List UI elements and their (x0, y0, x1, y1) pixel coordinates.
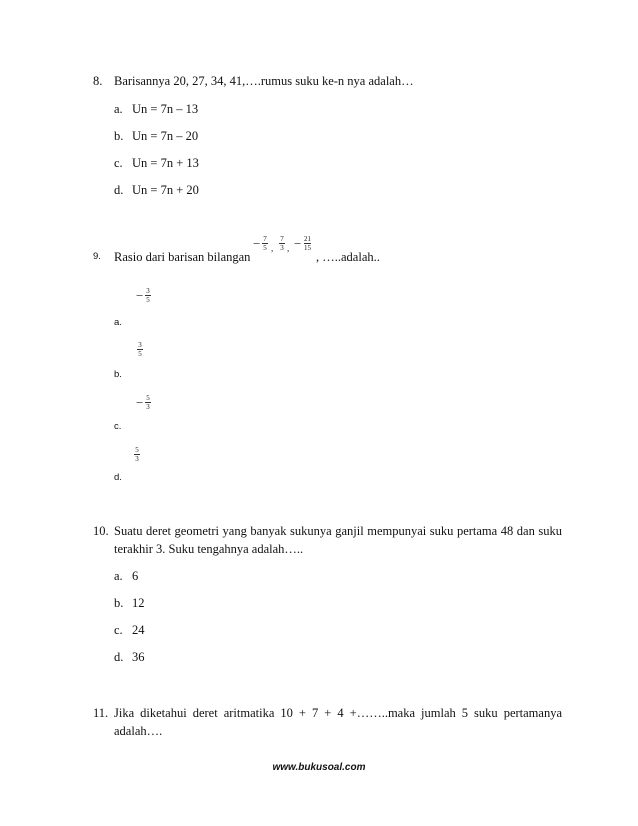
seq-3-numerator: 21 (304, 235, 311, 243)
q9-option-d-fraction (134, 446, 140, 463)
q9-option-d-denominator: 3 (135, 455, 139, 463)
q8-option-b-letter: b. (114, 129, 124, 143)
question-11-number: 11. (93, 706, 109, 720)
seq-1-fraction (262, 235, 268, 252)
q9-option-d-letter: d. (114, 472, 122, 483)
seq-1-denominator: 5 (263, 244, 267, 252)
q10-option-b-letter: b. (114, 596, 124, 610)
question-9-text: Rasio dari barisan bilangan (114, 250, 251, 264)
seq-3-fraction (304, 235, 311, 252)
q8-option-d-text: Un = 7n + 20 (132, 183, 199, 197)
seq-2-numerator: 7 (280, 235, 284, 243)
q9-option-c-sign: − (136, 395, 144, 410)
q9-option-b-denominator: 5 (138, 350, 142, 358)
seq-2-fraction (279, 235, 285, 252)
seq-3-sign: − (294, 236, 302, 251)
q9-option-a-numerator: 3 (146, 287, 150, 295)
question-10-line-2: terakhir 3. Suku tengahnya adalah….. (114, 542, 304, 556)
q9-option-b-fraction (137, 341, 143, 358)
q10-option-d-letter: d. (114, 650, 124, 664)
seq-comma: , (271, 243, 274, 253)
q9-option-a-fraction (145, 287, 151, 304)
q9-option-a-letter: a. (114, 317, 122, 328)
question-8-number: 8. (93, 74, 103, 88)
q8-option-c-text: Un = 7n + 13 (132, 156, 199, 170)
footer-url[interactable]: www.bukusoal.com (272, 762, 366, 773)
q8-option-b-text: Un = 7n – 20 (132, 129, 199, 143)
q9-option-c-fraction (145, 394, 151, 411)
seq-3-denominator: 15 (304, 244, 311, 252)
question-10-line-1: Suatu deret geometri yang banyak sukunya ganjil mempunyai suku pertama 48 dan suku (114, 524, 562, 538)
question-8-text: Barisannya 20, 27, 34, 41,….rumus suku ke-n nya adalah… (114, 74, 414, 88)
seq-1-sign: − (253, 236, 261, 251)
q8-option-c-letter: c. (114, 156, 123, 170)
q10-option-a-letter: a. (114, 569, 123, 583)
question-9-number: 9. (93, 251, 101, 262)
seq-2-denominator: 3 (280, 244, 284, 252)
q9-option-c-denominator: 3 (146, 403, 150, 411)
q9-option-d-numerator: 5 (135, 446, 139, 454)
question-9-suffix: , …..adalah.. (316, 250, 380, 264)
q9-option-c-numerator: 5 (146, 394, 150, 402)
seq-comma: , (287, 243, 290, 253)
q9-option-a-sign: − (136, 288, 144, 303)
q8-option-a-text: Un = 7n – 13 (132, 102, 199, 116)
q10-option-a-text: 6 (132, 569, 139, 583)
q10-option-b-text: 12 (132, 596, 145, 610)
q9-option-b-numerator: 3 (138, 341, 142, 349)
question-11-line-1: Jika diketahui deret aritmatika 10 + 7 + 4 +……..maka jumlah 5 suku pertamanya (114, 706, 562, 720)
q8-option-a-letter: a. (114, 102, 123, 116)
q8-option-d-letter: d. (114, 183, 124, 197)
q10-option-c-letter: c. (114, 623, 123, 637)
q10-option-c-text: 24 (132, 623, 145, 637)
q9-option-a-denominator: 5 (146, 296, 150, 304)
q9-option-b-letter: b. (114, 369, 122, 380)
seq-1-numerator: 7 (263, 235, 267, 243)
q9-option-c-letter: c. (114, 421, 122, 432)
q10-option-d-text: 36 (132, 650, 145, 664)
question-11-line-2: adalah…. (114, 724, 163, 738)
question-10-number: 10. (93, 524, 109, 538)
